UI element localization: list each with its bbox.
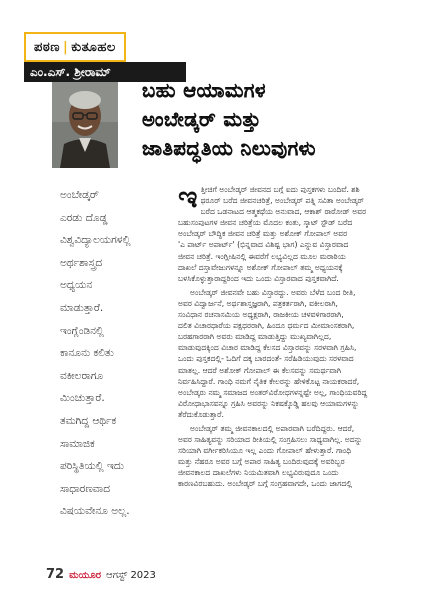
body-line: ಮಾಡುವುದಕ್ಕಿಂದ ವಿಚಾರ ಮಾಡಿದ್ದ ಕೆಲಸದ ವಿಸ್ತಾರವನ್ನು ಸರಳವಾಗಿ ಗ್ರಹಿಸಿ,	[178, 343, 357, 353]
body-line: ಬರಹಗಾರರಾಗಿ ಅವರು ಮಾಡಿದ್ದ ಮಾಡುತ್ತಿದ್ದು ಮುಖ್ಯವಾಗಿಲ್ಲದ,	[178, 332, 332, 342]
pull-quote-line: ಸಾಧಾರಣವಾದ	[60, 482, 111, 495]
body-line: ಅವರ ಸಾಹಿತ್ಯವನ್ನು ಸರಿಯಾದ ರೀತಿಯಲ್ಲಿ ಸಂಗ್ರಹಿಸಲು ಸಾಧ್ಯವಾಗಿಲ್ಲ. ಅದನ್ನು	[178, 435, 363, 445]
body-line: ಜೀವನಕಾಲದ ದಾಖಲೆಗಳು ನಿಯಮಿತವಾಗಿ ಲಭ್ಯವಿರುವುದೂ ಒಂದು	[178, 468, 339, 478]
section-tag-left: ಪಠಣ	[34, 39, 60, 55]
pull-quote-line: ಅಧ್ಯಯನ	[60, 279, 93, 292]
pull-quote-line: ಇಂಗ್ಲೆಂಡಿನಲ್ಲಿ	[60, 324, 104, 337]
pull-quote-line: ಎರಡು ದೊಡ್ಡ	[60, 211, 108, 224]
headline-line-1: ಬಹು ಆಯಾಮಗಳ	[142, 79, 267, 102]
page-number: 72	[46, 567, 65, 582]
pull-quote-line: ಪರಿಸ್ಥಿತಿಯಲ್ಲಿ ಇದು	[60, 460, 124, 473]
body-paragraph-2	[178, 287, 416, 420]
body-line: ದಾಖಲೆ ದಸ್ತಾವೇಜುಗಳನ್ನೂ ಅಶೋಕ್ ಗೋಪಾಲ್ ತಮ್ಮ ಅಧ್ಯಯನಕ್ಕೆ	[178, 262, 343, 272]
pull-quote-line: ವಿಷಯವೇನೂ ಅಲ್ಲ.	[60, 505, 130, 518]
body-line: ಒಂದು ಪುಸ್ತಕದಲ್ಲಿ- ಓದಿಗೆ ದಕ್ಕ ಬಾರದಂತೆ- ಸರೆಹಿಡಿಯುವುದು ಸರಳವಾದ	[178, 354, 354, 364]
magazine-name: ಮಯೂರ	[69, 570, 101, 581]
body-line: ದಲಿತ ವಿಚಾರಧಾರೆಯ ಪಕ್ಷಧರರಾಗಿ, ಹಿಂದೂ ಧರ್ಮದ ಮೀಮಾಂಸಕರಾಗಿ,	[178, 321, 355, 331]
body-line: ಬಳಸಿಕೊಳ್ಳುತ್ತಾರಾದ್ದರಿಂದ ಇದು ಒಂದು ವಿಸ್ತಾರವಾದ ಪುಸ್ತಕವಾಗಿದೆ.	[178, 273, 339, 283]
pull-quote-line: ಮಾಡುತ್ತಾರೆ.	[60, 301, 104, 314]
portrait-image	[52, 82, 118, 168]
article-body	[178, 180, 416, 493]
drop-cap: ಇ	[178, 180, 198, 215]
body-line: ಅವರ ವಿದ್ವಾರ್ಜನೆ, ಅರ್ಥಶಾಸ್ತ್ರಜ್ಞರಾಗಿ, ಪತ್ರಕರ್ತರಾಗಿ, ವಕೀಲರಾಗಿ,	[178, 298, 338, 308]
pull-quote-line: ಕಾನೂನು ಕಲಿತು	[60, 347, 114, 360]
pull-quote-line: ಮಿಂಚುತ್ತಾರೆ.	[60, 392, 105, 405]
body-line: ಅಂಬೇಡ್ಕರ್ ಬೌದ್ಧಿಕ ಜೀವನ ಚರಿತ್ರೆ ಮತ್ತು ಅಶೋಕ್ ಗೋಪಾಲ್ ಅವರ	[178, 229, 348, 239]
article-headline	[142, 76, 414, 163]
body-line: 'ಎ ಪಾರ್ಟ್ ಅಪಾರ್ಟ್' (ಭಿನ್ನವಾದ ವಿಶಿಷ್ಟ ಭಾಗ) ಎನ್ನುವ ವಿಸ್ತಾರವಾದ	[178, 240, 349, 250]
body-line: ಬಹುಸಂಪುಟಗಳ ಜೀವನ ಚರಿತ್ರೆಯ ಮೊದಲ ಕಂತು, ಸ್ಕಾಟ್ ಸ್ಟೌಡ್ ಬರೆದ	[178, 218, 353, 228]
headline-line-3: ಜಾತಿಪದ್ಧತಿಯ ನಿಲುವುಗಳು	[142, 137, 316, 160]
body-line: ಅಂಬೇಡ್ಕರ್ ಜೀವನವೇ ಬಹು ವಿಸ್ತಾರದ್ದು. ಅವರು ಬೆಳೆದ ಬಂದ ರೀತಿ,	[190, 287, 356, 297]
body-line: ಮತ್ತು ನೆಹರೂ ಅವರ ಬಗ್ಗೆ ಅಪಾರ ಸಾಹಿತ್ಯ ಬಂದಿರುವುದಕ್ಕೆ ಅವರಿಬ್ಬರ	[178, 457, 345, 467]
body-line: ಅಂಬೇಡ್ಕರ್ ತಮ್ಮ ಜೀವನಕಾಲದಲ್ಲಿ ಅಪಾರವಾಗಿ ಬರೆದಿದ್ದರು. ಆದರೆ,	[190, 423, 355, 433]
body-line: ಜೀವನ ಚರಿತ್ರೆ. ಇಂಗ್ಲೀಷಿನಲ್ಲಿ ಈವರೆಗೆ ಲಭ್ಯವಿಲ್ಲದ ಮೂಲ ಮರಾಠಿಯ	[178, 251, 346, 261]
section-tag	[24, 32, 126, 62]
body-line: ಕಾರಣವಿರಬಹುದು. ಅಂಬೇಡ್ಕರ್ ಬಗ್ಗೆ ಸಂಗ್ರಹವಾಗದೇ, ಒಂದು ಜಾಗದಲ್ಲಿ	[178, 479, 352, 489]
pull-quote-line: ವಿಶ್ವವಿದ್ಯಾಲಯಗಳಲ್ಲಿ	[60, 234, 131, 247]
body-line: ಮಾತಲ್ಲ. ಆದರೆ ಅಶೋಕ್ ಗೋಪಾಲ್ ಈ ಕೆಲಸವನ್ನು ಸಮರ್ಥವಾಗಿ	[178, 365, 341, 375]
body-line: ವಿರೋಧಾಭಾಸವನ್ನೂ ಗ್ರಹಿಸಿ ಅವರನ್ನು ನಿಕಷಕ್ಕೊಡ್ಡಿ ಹಲವು ಆಯಾಮಗಳನ್ನು	[178, 398, 360, 408]
body-line: ಸರಿಯಾಗಿ ವರ್ಗೀಕರಿಸಿಯೂ ಇಲ್ಲ ಎಂದು ಗೋಪಾಲ್ ಹೇಳುತ್ತಾರೆ. ಗಾಂಧಿ	[178, 446, 352, 456]
author-photo	[52, 82, 118, 168]
page-footer	[46, 567, 156, 582]
pull-quote-line: ವಕೀಲರಾಗೂ	[60, 369, 104, 382]
section-tag-separator: |	[62, 39, 69, 55]
pull-quote-line: ತಮಗಿದ್ದ ಆರ್ಥಿಕ	[60, 414, 117, 427]
section-tag-right: ಕುತೂಹಲ	[71, 39, 116, 55]
body-line: ನಿರ್ವಹಿಸಿದ್ದಾರೆ. ಗಾಂಧಿ ನಮಗೆ ನೈತಿಕ ಕೇಲರನ್ನು ಹೇಳಿಕೊಟ್ಟ ನಾಯಕರಾದರೆ,	[178, 376, 360, 386]
pull-quote-line: ಸಾಮಾಜಿಕ	[60, 437, 95, 450]
body-line: ಸಂವಿಧಾನ ರಚನಾಸಮಿಯ ಅಧ್ಯಕ್ಷರಾಗಿ, ರಾಜಕೀಯ ಚಳವಳಿಗಾರರಾಗಿ,	[178, 310, 344, 320]
body-line: ತೆರೆದುಕೊಡುತ್ತಾರೆ.	[178, 409, 224, 419]
pull-quote	[60, 184, 164, 523]
body-paragraph-3	[178, 423, 416, 490]
pull-quote-line: ಅಂಬೇಡ್ಕರ್	[60, 189, 99, 201]
headline-line-2: ಅಂಬೇಡ್ಕರ್ ಮತ್ತು	[142, 108, 262, 131]
body-line: ತ್ತೀಚಿಗೆ ಅಂಬೇಡ್ಕರ್ ಜೀವನದ ಬಗ್ಗೆ ಐದು ಪುಸ್ತಕಗಳು ಬಂದಿವೆ. ಶಶಿ	[200, 185, 360, 194]
body-line: ಬರೆದ ಒಡನಾಟದ ಆತ್ಮಕಥೆಯ ಅನುವಾದ, ಆಕಾಶ್ ರಾಠೋಡ್ ಅವರ	[200, 207, 367, 217]
issue-date: ಆಗಸ್ಟ್ 2023	[105, 570, 156, 581]
body-line: ಅಂಬೇಡ್ಕರು ನಮ್ಮ ಸಮಾಜದ ಅಂತರ್‌ವಿರೋಧಗಳನ್ನಷ್ಟೇ ಅಲ್ಲ, ಗಾಂಧಿಯವರಿದ್ದ	[178, 387, 368, 397]
author-byline: ಎಂ.ಎಸ್. ಶ್ರೀರಾಮ್	[24, 62, 186, 82]
pull-quote-line: ಅರ್ಥಶಾಸ್ತ್ರದ	[60, 256, 103, 269]
body-line: ಥರೂರ್ ಬರೆದ ಜೀವನಚರಿತ್ರೆ, ಅಂಬೇಡ್ಕರ್ ಪತ್ನಿ ಸವಿತಾ ಅಂಬೇಡ್ಕರ್	[200, 196, 364, 206]
body-paragraph-1	[178, 180, 416, 284]
